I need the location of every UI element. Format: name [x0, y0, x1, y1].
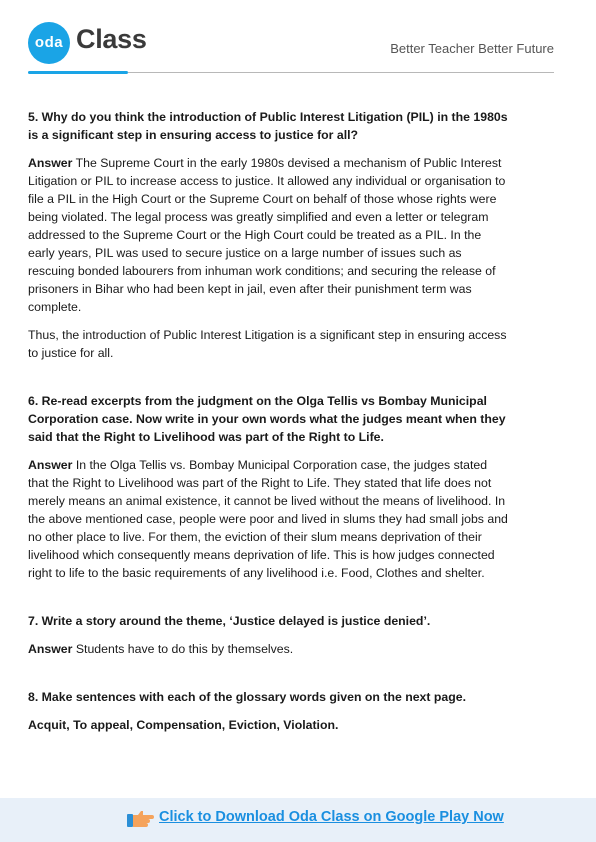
logo-wordmark[interactable]: Class [76, 24, 147, 54]
question-5: 5. Why do you think the introduction of Public Interest Litigation (PIL) in the 1980s is a significant step in ensuring access to justice for all? [28, 110, 508, 142]
header-divider [128, 72, 554, 73]
answer-6 [28, 456, 508, 582]
answer-label: Answer [28, 642, 73, 656]
answer-5 [28, 154, 508, 316]
answer-7 [28, 640, 508, 658]
pointing-hand-icon[interactable] [126, 808, 154, 830]
answer-label: Answer [28, 458, 73, 472]
question-6: 6. Re-read excerpts from the judgment on the Olga Tellis vs Bombay Municipal Corporation case. Now write in your own words what the judges meant when they said that the Right to Livelihood was part of the Right to Life. [28, 394, 506, 444]
answer-label: Answer [28, 156, 73, 170]
question-8: 8. Make sentences with each of the glossary words given on the next page. [28, 690, 467, 704]
answer-text: The Supreme Court in the early 1980s devised a mechanism of Public Interest Litigation or PIL to increase access to justice. It allowed any individual or organisation to file a PIL in the High Court or the Supreme Court on behalf of those whose rights were being violated. The legal process was greatly simplified and even a letter or telegram addressed to the Supreme Court or the High Court could be treated as a PIL. In the early years, PIL was used to secure justice on a large number of issues such as rescuing bonded labourers from inhuman work conditions; and securing the release of prisoners in Bihar who had been kept in jail, even after their punishment term was complete. [28, 156, 506, 314]
download-link[interactable]: Click to Download Oda Class on Google Play Now [159, 809, 504, 825]
answer-text: In the Olga Tellis vs. Bombay Municipal Corporation case, the judges stated that the Right to Livelihood was part of the Right to Life. They stated that life does not merely means an animal existence, it cannot be lived without the means of livelihood. In the above mentioned case, people were poor and lived in slums they had small jobs and no other place to live. For them, the eviction of their slum means deprivation of their livelihood which consequently means deprivation of life. This is how judges connected right to life to the basic requirements of any livelihood i.e. Food, Clothes and shelter. [28, 458, 508, 580]
answer-text: Students have to do this by themselves. [72, 642, 294, 656]
answer-5-conclusion: Thus, the introduction of Public Interest Litigation is a significant step in ensuring access to justice for all. [28, 328, 507, 360]
oda-logo-circle[interactable]: oda [28, 22, 70, 64]
header-accent-rule [28, 71, 128, 74]
header-tagline: Better Teacher Better Future [390, 41, 554, 56]
glossary-words: Acquit, To appeal, Compensation, Eviction, Violation. [28, 718, 339, 732]
question-7: 7. Write a story around the theme, ‘Justice delayed is justice denied’. [28, 614, 431, 628]
page-content [28, 108, 508, 744]
page-header [0, 0, 596, 80]
